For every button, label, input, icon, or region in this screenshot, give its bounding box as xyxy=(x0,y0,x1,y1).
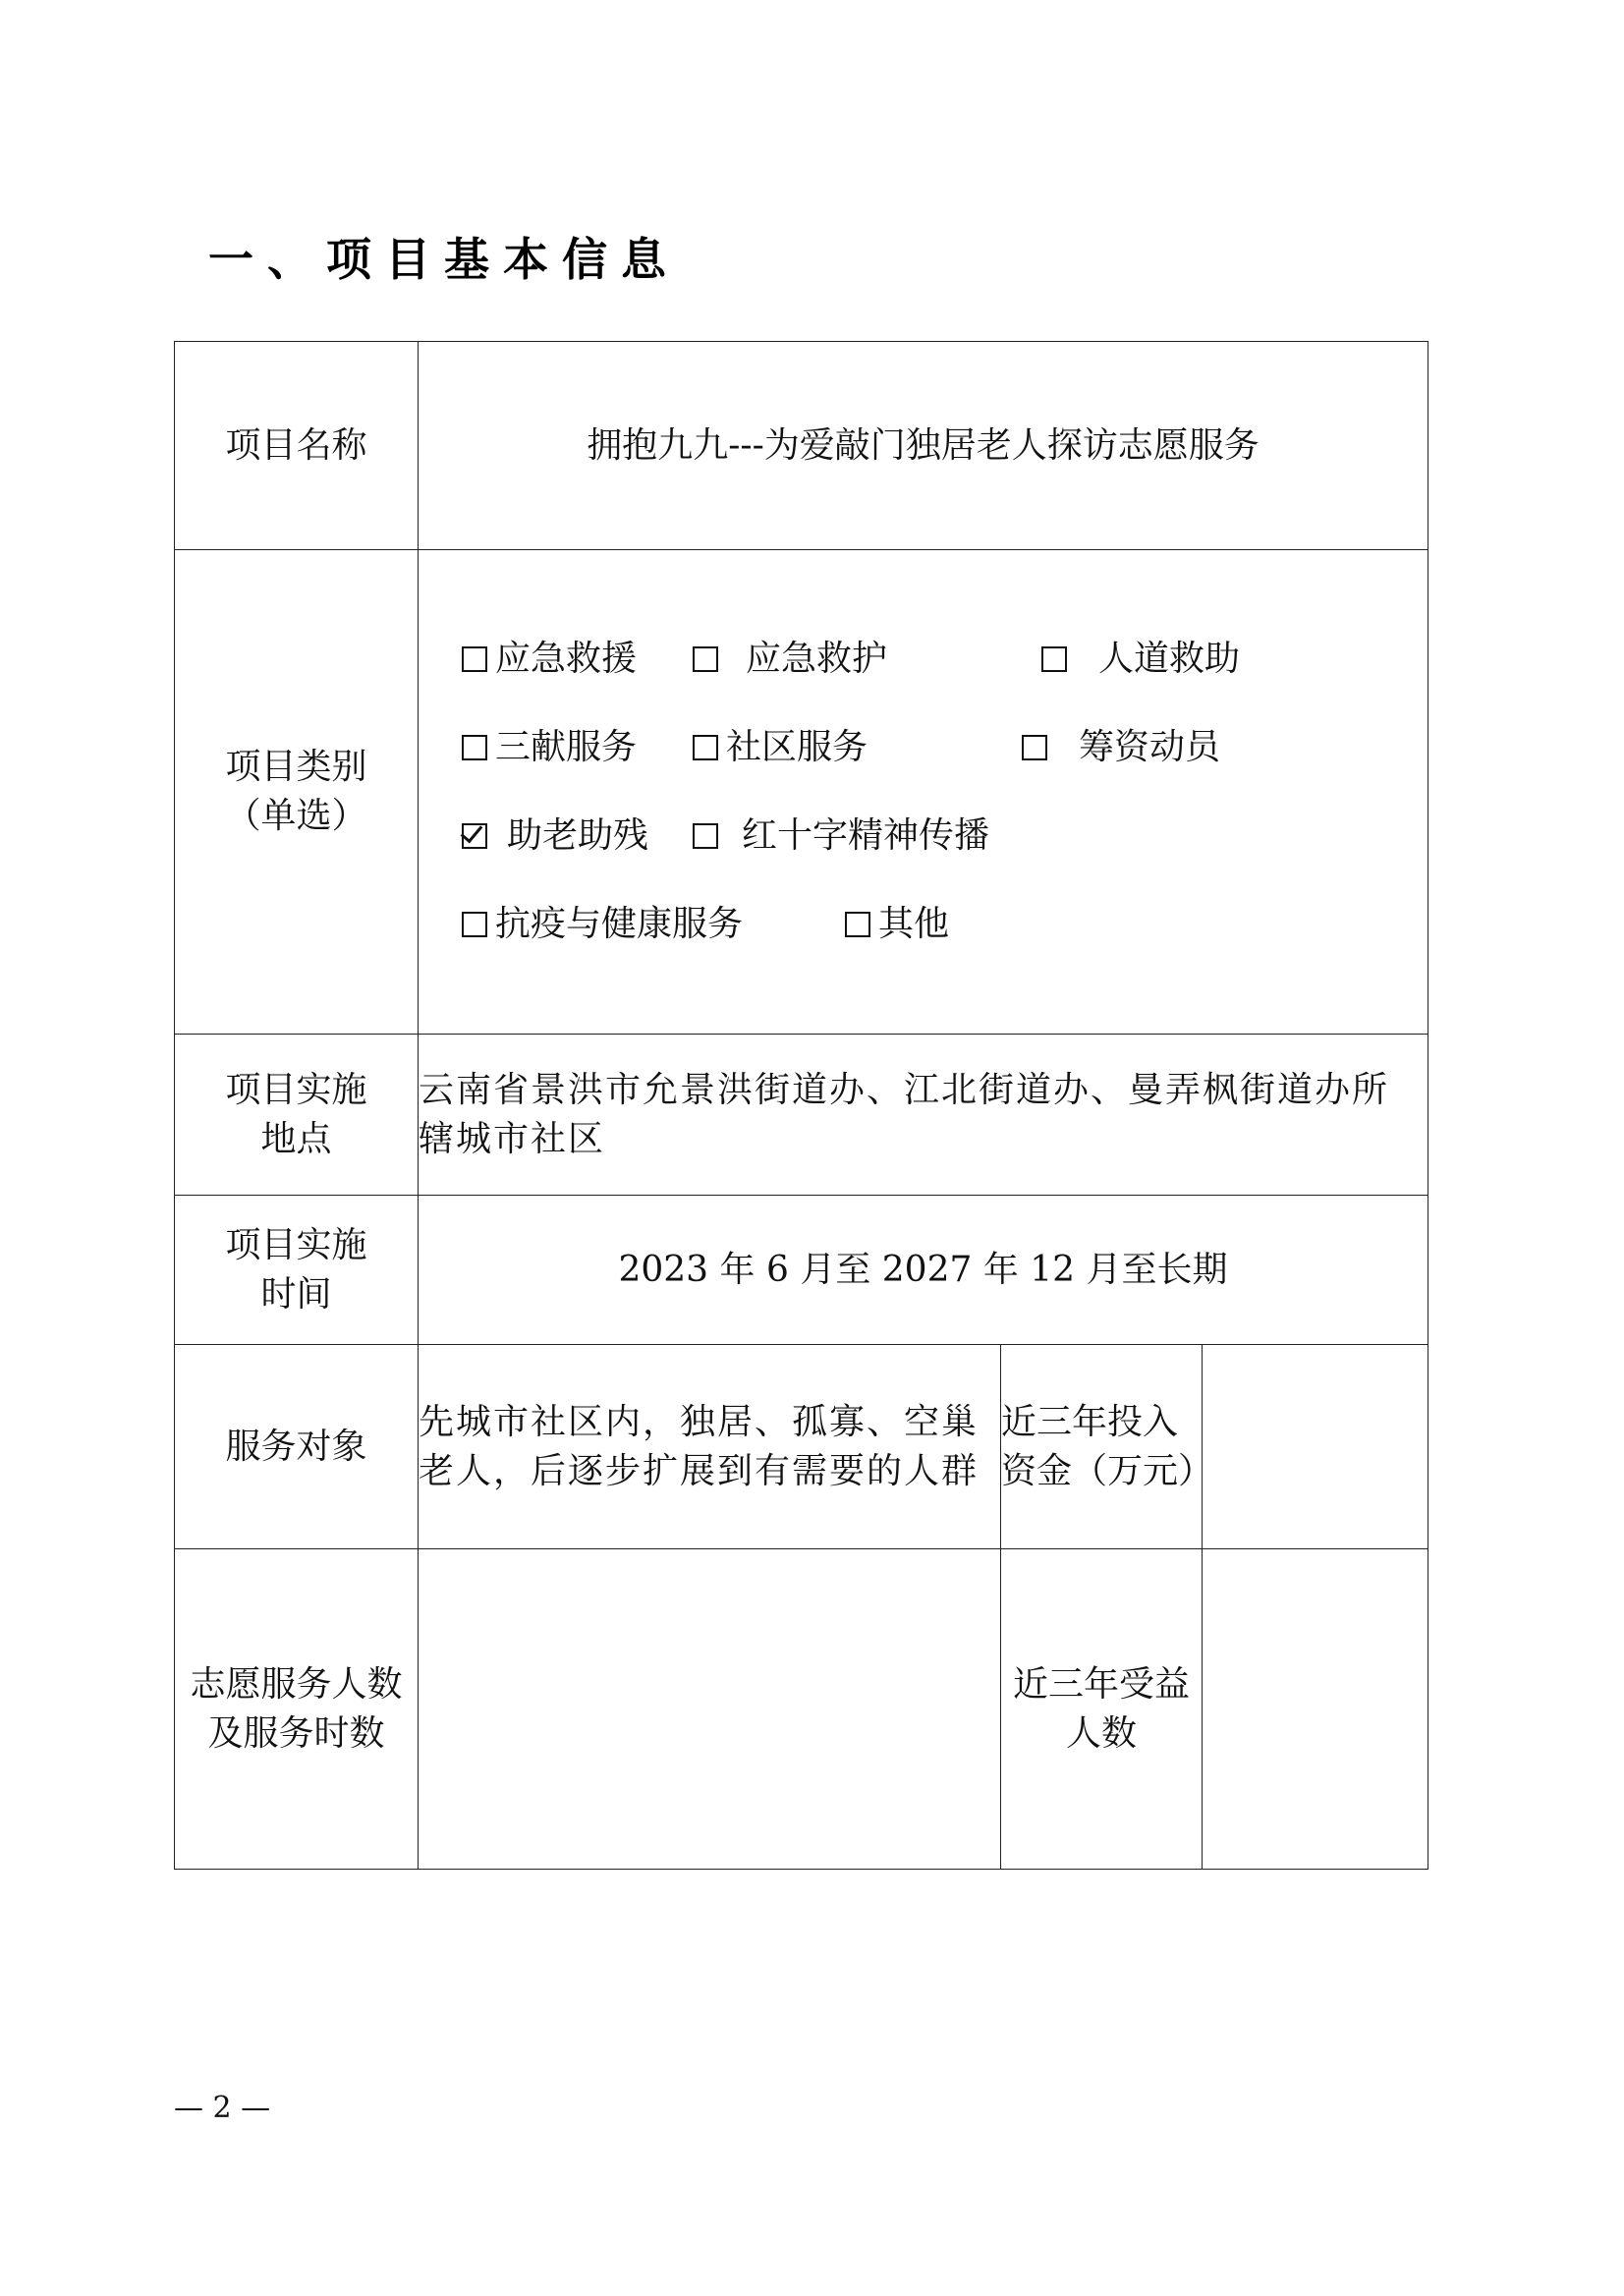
category-option[interactable]: 人道救助 xyxy=(1041,635,1240,684)
service-target-label: 服务对象 xyxy=(175,1345,419,1549)
checkbox[interactable] xyxy=(1022,735,1047,760)
checkbox[interactable] xyxy=(462,735,487,760)
volunteer-label: 志愿服务人数 及服务时数 xyxy=(175,1549,419,1870)
project-location-value: 云南省景洪市允景洪街道办、江北街道办、曼弄枫街道办所 辖城市社区 xyxy=(419,1035,1428,1196)
checkbox[interactable] xyxy=(693,823,718,849)
project-category-label: 项目类别 （单选） xyxy=(175,550,419,1035)
funding-label: 近三年投入 资金（万元） xyxy=(1001,1345,1203,1549)
row-project-time xyxy=(175,1196,1428,1345)
category-option[interactable]: 其他 xyxy=(845,900,949,949)
project-name-value: 拥抱九九---为爱敲门独居老人探访志愿服务 xyxy=(419,342,1428,550)
category-option[interactable]: 抗疫与健康服务 xyxy=(462,900,743,949)
category-option[interactable]: 三献服务 xyxy=(462,723,637,772)
beneficiary-label: 近三年受益 人数 xyxy=(1001,1549,1203,1870)
row-volunteer-info xyxy=(175,1549,1428,1870)
funding-value xyxy=(1203,1345,1428,1549)
project-time-label: 项目实施 时间 xyxy=(175,1196,419,1345)
category-option[interactable]: 助老助残 xyxy=(462,812,648,861)
project-name-label: 项目名称 xyxy=(175,342,419,550)
checkbox[interactable] xyxy=(1041,646,1067,672)
section-heading: 一、项目基本信息 xyxy=(208,233,680,286)
checkbox[interactable] xyxy=(845,912,870,937)
category-option[interactable]: 应急救护 xyxy=(693,635,887,684)
project-category-options xyxy=(419,550,1428,1035)
row-project-location xyxy=(175,1035,1428,1196)
checkbox[interactable] xyxy=(693,646,718,672)
row-project-name xyxy=(175,342,1428,550)
project-info-table xyxy=(174,341,1428,1870)
checkbox[interactable] xyxy=(462,912,487,937)
row-project-category xyxy=(175,550,1428,1035)
checkbox[interactable] xyxy=(462,646,487,672)
category-option[interactable]: 社区服务 xyxy=(693,723,868,772)
project-time-value: 2023 年 6 月至 2027 年 12 月至长期 xyxy=(419,1196,1428,1345)
page-number: — 2 — xyxy=(174,2091,271,2125)
checkbox-checked[interactable] xyxy=(462,823,487,849)
checkbox[interactable] xyxy=(693,735,718,760)
category-option[interactable]: 筹资动员 xyxy=(1022,723,1220,772)
category-option[interactable]: 应急救援 xyxy=(462,635,637,684)
service-target-value: 先城市社区内，独居、孤寡、空巢 老人，后逐步扩展到有需要的人群 xyxy=(419,1345,1001,1549)
project-location-label: 项目实施 地点 xyxy=(175,1035,419,1196)
beneficiary-value xyxy=(1203,1549,1428,1870)
volunteer-value xyxy=(419,1549,1001,1870)
category-option[interactable]: 红十字精神传播 xyxy=(693,812,989,861)
row-service-target xyxy=(175,1345,1428,1549)
